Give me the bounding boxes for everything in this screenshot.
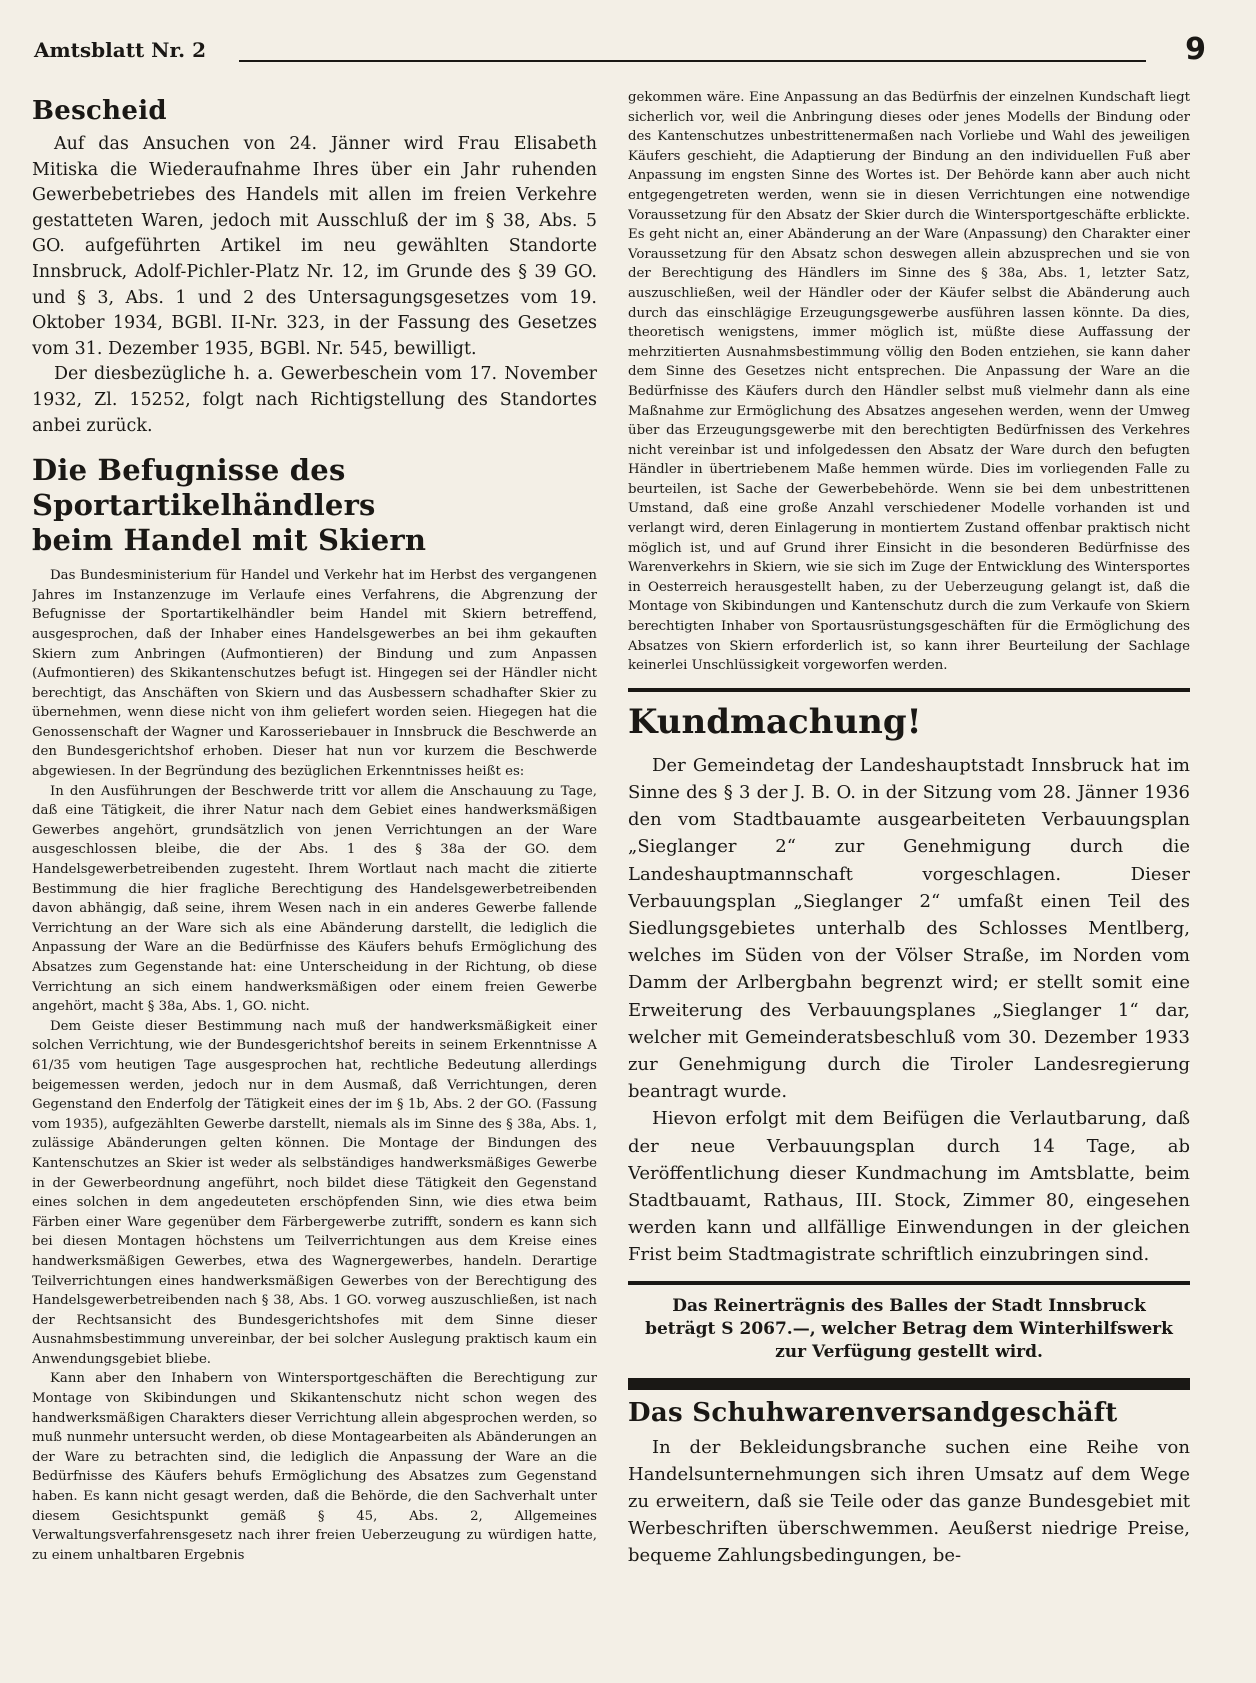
bescheid-heading: Bescheid [32, 96, 167, 126]
kundmachung-heading: Kundmachung! [628, 701, 922, 742]
page-header [34, 34, 1206, 72]
notice-line: Das Reinerträgnis des Balles der Stadt Innsbruck [672, 1295, 1146, 1316]
schuh-paragraph: In der Bekleidungsbranche suchen eine Reihe von Handelsunternehmungen sich ihren Umsatz auf dem Wege zu erweitern, daß sie Teile oder das ganze Bundesgebiet mit Werbeschriften überschwemmen. Aeußerst niedrige Preise, bequeme Zahlungsbedingungen, be- [628, 1436, 1190, 1567]
sport-paragraph: Dem Geiste dieser Bestimmung nach muß der handwerksmäßigkeit einer solchen Verrichtung, wie der Bundesgerichtshof bereits in seinem Erkenntnisse A 61/35 vom heutigen Tage ausgesprochen hat, rechtliche Bedeutung allerdings beigemessen werden, jedoch nur in dem Ausmaß, daß Verrichtungen, deren Gegenstand den Enderfolg der Tätigkeit eines der im § 1b, Abs. 2 der GO. (Fassung vom 1935), aufgezählten Gewerbe darstellt, niemals als im Sinne des § 38a, Abs. 1, zulässige Abänderungen gelten können. Die Montage der Bindungen des Kantenschutzes an Skier ist weder als selbständiges handwerksmäßiges Gewerbe in der Gewerbeordnung angeführt, noch bildet diese Tätigkeit den Gegenstand eines solchen in dem angedeuteten erschöpfenden Sinn, wie dies etwa beim Färben einer Ware gegenüber dem Färbergewerbe zutrifft, sondern es kann sich bei diesen Montagen höchstens um Teilverrichtungen aus dem Kreise eines handwerksmäßigen Gewerbes, etwa des Wagnergewerbes, handeln. Derartige Teilverrichtungen eines handwerksmäßigen Gewerbes von der Berechtigung des Handelsgewerbetreibenden nach § 38, Abs. 1 GO. vorweg auszuschließen, ist nach der Rechtsansicht des Bundesgerichtshofes mit dem Sinne dieser Ausnahmsbestimmung unvereinbar, der bei solcher Auslegung praktisch kaum ein Anwendungsgebiet bliebe. [32, 1018, 597, 1367]
notice-line: zur Verfügung gestellt wird. [775, 1341, 1043, 1362]
left-column [32, 88, 597, 1668]
section-divider [628, 1281, 1190, 1285]
ball-proceeds-notice [628, 1295, 1190, 1364]
bescheid-paragraph: Auf das Ansuchen von 24. Jänner wird Frau Elisabeth Mitiska die Wiederaufnahme Ihres über ein Jahr ruhenden Gewerbebetriebes des Handels mit allen im freien Verkehre gestatteten Waren, jedoch mit Ausschluß der im § 38, Abs. 5 GO. aufgeführten Artikel im neu gewählten Standorte Innsbruck, Adolf-Pichler-Platz Nr. 12, im Grunde des § 39 GO. und § 3, Abs. 1 und 2 des Untersagungsgesetzes vom 19. Oktober 1934, BGBl. II-Nr. 323, in der Fassung des Gesetzes vom 31. Dezember 1935, BGBl. Nr. 545, bewilligt. [32, 134, 597, 359]
sport-paragraph: Kann aber den Inhabern von Wintersportgeschäften die Berechtigung zur Montage von Skibindungen und Skikantenschutz nicht schon wegen des handwerksmäßigen Charakters dieser Verrichtung allein abgesprochen werden, so muß nunmehr untersucht werden, ob diese Montagearbeiten als Abänderungen an der Ware zu betrachten sind, die lediglich die Anpassung der Ware an die Bedürfnisse des Käufers behufs Ermöglichung des Absatzes zum Gegenstand haben. Es kann nicht gesagt werden, daß die Behörde, die den Sachverhalt unter diesem Gesichtspunkt gemäß § 45, Abs. 2, Allgemeines Verwaltungsverfahrensgesetz nach ihrer freien Ueberzeugung zu würdigen hatte, zu einem unhaltbaren Ergebnis [32, 1371, 597, 1563]
notice-line: beträgt S 2067.—, welcher Betrag dem Winterhilfswerk [645, 1318, 1173, 1339]
sport-heading-line2: beim Handel mit Skiern [32, 523, 427, 558]
sport-article-heading [32, 453, 597, 558]
schuh-article-heading: Das Schuhwarenversandgeschäft [628, 1397, 1118, 1428]
sport-continuation-paragraph: gekommen wäre. Eine Anpassung an das Bedürfnis der einzelnen Kundschaft liegt sicherlich vor, weil die Anbringung dieses oder jenes Modells der Bindung oder des Kantenschutzes unbestrittenermaßen nach Vorliebe und Wahl des jeweiligen Käufers geschieht, die Adaptierung der Bindung an den individuellen Fuß aber Anpassung im engsten Sinne des Wortes ist. Der Behörde kann aber auch nicht entgegengetreten werden, wenn sie in diesen Verrichtungen eine notwendige Voraussetzung für den Absatz der Skier durch die Wintersportgeschäfte erblickte. Es geht nicht an, einer Abänderung an der Ware (Anpassung) den Charakter einer Voraussetzung für den Absatz schon deswegen allein abzusprechen und sie von der Berechtigung des Händlers im Sinne des § 38a, Abs. 1, letzter Satz, auszuschließen, weil der Händler oder der Käufer selbst die Abänderung auch durch das einschlägige Erzeugungsgewerbe ausführen lassen könnte. Da dies, theoretisch wenigstens, immer möglich ist, müßte diese Auffassung der mehrzitierten Ausnahmsbestimmung völlig den Boden entziehen, sie kann daher dem Sinne des Gesetzes nicht entsprechen. Die Anpassung der Ware an die Bedürfnisse des Käufers durch den Händler selbst muß vielmehr dann als eine Maßnahme zur Ermöglichung des Absatzes angesehen werden, wenn der Umweg über das Erzeugungsgewerbe mit den berechtigten Bedürfnissen des Verkehres nicht vereinbar ist und infolgedessen den Absatz der Ware durch den befugten Händler in übertriebenem Maße hemmen würde. Dies im vorliegenden Falle zu beurteilen, ist Sache der Gewerbebehörde. Wenn sie bei dem unbestrittenen Umstand, daß eine große Anzahl verschiedener Modelle vorhanden ist und verlangt wird, deren Einlagerung in montiertem Zustand offenbar praktisch nicht möglich ist, und auf Grund ihrer Einsicht in die besonderen Bedürfnisse des Warenverkehrs in Skiern, wie sie sich im Zuge der Entwicklung des Wintersportes in Oesterreich herausgestellt haben, zu der Ueberzeugung gelangt ist, daß die Montage von Skibindungen und Kantenschutz durch die zum Verkaufe von Skiern berechtigten Inhaber von Sportausrüstungsgeschäften für die Ermöglichung des Absatzes von Skiern erforderlich ist, so kann ihrer Beurteilung der Sachlage keinerlei Unschlüssigkeit vorgeworfen werden. [628, 90, 1190, 674]
section-divider-bar [628, 1378, 1190, 1390]
kundmachung-paragraph: Hievon erfolgt mit dem Beifügen die Verlautbarung, daß der neue Verbauungsplan durch 14 Tage, ab Veröffentlichung dieser Kundmachung im Amtsblatte, beim Stadtbauamt, Rathaus, III. Stock, Zimmer 80, eingesehen werden kann und allfällige Einwendungen in der gleichen Frist beim Stadtmagistrate schriftlich einzubringen sind. [628, 1108, 1190, 1266]
kundmachung-paragraph: Der Gemeindetag der Landeshauptstadt Innsbruck hat im Sinne des § 3 der J. B. O. in der Sitzung vom 28. Jänner 1936 den vom Stadtbauamte ausgearbeiteten Verbauungsplan „Sieglanger 2“ zur Genehmigung durch die Landeshauptmannschaft vorgeschlagen. Dieser Verbauungsplan „Sieglanger 2“ umfaßt einen Teil des Siedlungsgebietes unterhalb des Schlosses Mentlberg, welches im Süden von der Völser Straße, im Norden vom Damm der Arlbergbahn begrenzt wird; er stellt somit eine Erweiterung des Verbauungsplanes „Sieglanger 1“ dar, welcher mit Gemeinderatsbeschluß vom 30. Dezember 1933 zur Genehmigung durch die Tiroler Landesregierung beantragt wurde. [628, 754, 1190, 1103]
publication-title: Amtsblatt Nr. 2 [34, 38, 206, 62]
right-column [628, 88, 1190, 1668]
header-rule [239, 60, 1146, 62]
page-number: 9 [1185, 32, 1206, 67]
bescheid-paragraph: Der diesbezügliche h. a. Gewerbeschein vom 17. November 1932, Zl. 15252, folgt nach Richtigstellung des Standortes anbei zurück. [32, 364, 597, 436]
sport-paragraph: Das Bundesministerium für Handel und Verkehr hat im Herbst des vergangenen Jahres im Instanzenzuge im Verlaufe eines Verfahrens, die Abgrenzung der Befugnisse der Sportartikelhändler beim Handel mit Skiern betreffend, ausgesprochen, daß der Inhaber eines Handelsgewerbes an bei ihm gekauften Skiern zum Anbringen (Aufmontieren) der Bindung und zum Anpassen (Aufmontieren) des Skikantenschutzes befugt ist. Hingegen sei der Händler nicht berechtigt, das Anschäften von Skiern und das Ausbessern schadhafter Skier zu übernehmen, wenn diese nicht von ihm geliefert worden seien. Hiegegen hat die Genossenschaft der Wagner und Karosseriebauer in Innsbruck die Beschwerde an den Bundesgerichtshof erhoben. Dieser hat nun vor kurzem die Beschwerde abgewiesen. In der Begründung des bezüglichen Erkenntnisses heißt es: [32, 568, 597, 780]
sport-heading-line1: Die Befugnisse des Sportartikelhändlers [32, 453, 376, 523]
sport-paragraph: In den Ausführungen der Beschwerde tritt vor allem die Anschauung zu Tage, daß eine Tätigkeit, die ihrer Natur nach dem Gebiet eines handwerksmäßigen Gewerbes angehört, grundsätzlich von jenen Verrichtungen an der Ware ausgeschlossen bleibe, die der Abs. 1 des § 38a der GO. dem Handelsgewerbetreibenden zugesteht. Ihrem Wortlaut nach macht die zitierte Bestimmung die hier fragliche Berechtigung des Handelsgewerbetreibenden davon abhängig, daß seine, ihrem Wesen nach in ein anderes Gewerbe fallende Verrichtung an der Ware sich als eine Abänderung darstellt, die lediglich die Anpassung der Ware an die Bedürfnisse des Käufers behufs Ermöglichung des Absatzes zum Gegenstande hat: eine Unterscheidung in der Richtung, ob diese Verrichtung an sich einem handwerksmäßigen oder einem freien Gewerbe angehört, macht § 38a, Abs. 1, GO. nicht. [32, 783, 597, 1015]
section-divider [628, 688, 1190, 692]
